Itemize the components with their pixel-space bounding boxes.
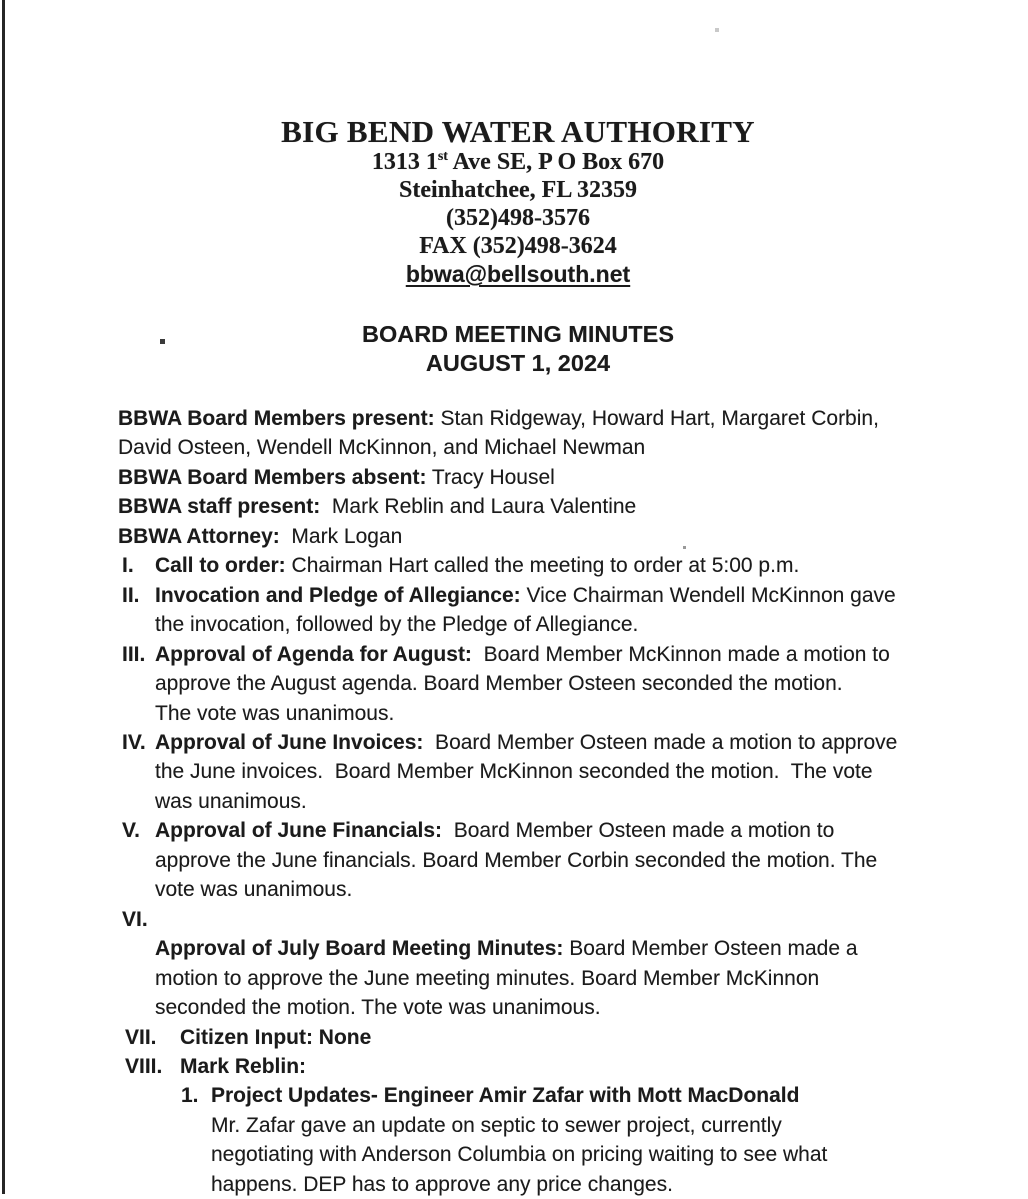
org-address-line2: Steinhatchee, FL 32359 — [399, 177, 637, 203]
address1-pre: 1313 1 — [371, 149, 438, 175]
attendance-members-present — [0, 404, 1028, 433]
attendance-attorney — [0, 522, 1028, 551]
org-address-line1 — [0, 148, 1028, 176]
agenda-item-citizen-input — [0, 1023, 1028, 1052]
org-email-link[interactable]: bbwa@bellsouth.net — [405, 261, 631, 287]
agenda-item-number: VII. — [125, 1025, 157, 1049]
agenda-item-label: Mark Reblin: — [180, 1054, 307, 1078]
agenda-item-label: Call to order: — [155, 554, 286, 578]
agenda-item-label: Approval of Agenda for August: — [155, 642, 472, 666]
agenda-continuation-line: was unanimous. — [155, 789, 307, 813]
attendance-label: BBWA staff present: — [118, 495, 321, 519]
agenda-item-text: Vice Chairman Wendell McKinnon gave — [520, 583, 896, 607]
agenda-item-mark-reblin — [0, 1052, 1028, 1081]
agenda-item-approval-july-minutes — [0, 934, 1028, 1022]
address1-post: Ave SE, P O Box 670 — [447, 149, 665, 175]
agenda-item-label: Approval of June Invoices: — [155, 730, 424, 754]
agenda-continuation-line: the invocation, followed by the Pledge of Allegiance. — [155, 613, 639, 637]
sub-item-heading: Project Updates- Engineer Amir Zafar with Mott MacDonald — [211, 1084, 800, 1108]
attendance-block — [0, 404, 1028, 551]
scan-speck — [715, 28, 719, 32]
agenda-item-approval-invoices — [0, 728, 1028, 816]
agenda-item-number: V. — [122, 819, 140, 843]
agenda-item-text: Chairman Hart called the meeting to order at 5:00 p.m. — [285, 554, 800, 578]
attendance-label: BBWA Board Members absent: — [118, 465, 427, 489]
sub-item-number: 1. — [181, 1084, 199, 1108]
org-name: BIG BEND WATER AUTHORITY — [281, 114, 755, 149]
agenda-continuation-line: seconded the motion. The vote was unanimous. — [155, 996, 601, 1020]
agenda-continuation-line: approve the June financials. Board Member Corbin seconded the motion. The — [155, 848, 878, 872]
agenda-item-text: Board Member McKinnon made a motion to — [471, 642, 890, 666]
org-phone: (352)498-3576 — [446, 205, 590, 231]
agenda-item-text: Board Member Osteen made a — [563, 937, 858, 961]
agenda-item-label: Approval of June Financials: — [155, 819, 443, 843]
letterhead — [0, 116, 1028, 288]
agenda-item-approval-financials — [0, 816, 1028, 904]
sub-item-text-line: negotiating with Anderson Columbia on pricing waiting to see what — [211, 1143, 828, 1167]
agenda-continuation-line: motion to approve the June meeting minutes. Board Member McKinnon — [155, 966, 820, 990]
sub-item-project-updates — [0, 1081, 1028, 1199]
agenda-item-number: VI. — [122, 907, 148, 931]
agenda-item-text: Board Member Osteen made a motion to approve — [423, 730, 898, 754]
attendance-members-absent — [0, 463, 1028, 492]
agenda-item-text: Board Member Osteen made a motion to — [442, 819, 835, 843]
agenda-item-number: III. — [122, 642, 146, 666]
agenda-item-invocation — [0, 581, 1028, 640]
agenda-item-approval-agenda — [0, 640, 1028, 728]
agenda-item-label: Invocation and Pledge of Allegiance: — [155, 583, 521, 607]
agenda-continuation-line: approve the August agenda. Board Member Osteen seconded the motion. — [155, 672, 843, 696]
agenda-item-label: Citizen Input: None — [180, 1025, 372, 1049]
agenda-continuation-line: The vote was unanimous. — [155, 701, 395, 725]
agenda-item-label: Approval of July Board Meeting Minutes: — [155, 937, 564, 961]
address1-superscript: st — [437, 149, 448, 164]
doc-body — [0, 404, 1028, 1199]
agenda-item-number: I. — [122, 554, 134, 578]
agenda-item-number: IV. — [122, 730, 146, 754]
agenda-item-number: II. — [122, 583, 140, 607]
agenda-item-vi-number-only — [0, 905, 1028, 934]
attendance-label: BBWA Board Members present: — [118, 407, 435, 430]
doc-title-line2: AUGUST 1, 2024 — [425, 350, 611, 376]
agenda-continuation-line: the June invoices. Board Member McKinnon seconded the motion. The vote — [155, 760, 873, 784]
attendance-text: Mark Logan — [279, 524, 403, 548]
agenda-item-call-to-order — [0, 551, 1028, 580]
attendance-staff-present — [0, 492, 1028, 521]
sub-item-text-line: happens. DEP has to approve any price changes. — [211, 1172, 673, 1196]
attendance-text: Tracy Housel — [426, 465, 555, 489]
attendance-label: BBWA Attorney: — [118, 524, 280, 548]
org-fax: FAX (352)498-3624 — [419, 233, 617, 259]
agenda-continuation-line: vote was unanimous. — [155, 878, 353, 902]
attendance-members-present-cont: David Osteen, Wendell McKinnon, and Michael Newman — [118, 436, 646, 460]
attendance-text: Stan Ridgeway, Howard Hart, Margaret Corbin, — [434, 407, 879, 430]
agenda-item-number: VIII. — [125, 1054, 163, 1078]
sub-item-text-line: Mr. Zafar gave an update on septic to sewer project, currently — [211, 1113, 782, 1137]
doc-title-line1: BOARD MEETING MINUTES — [361, 321, 675, 347]
doc-title — [0, 320, 1028, 378]
attendance-text: Mark Reblin and Laura Valentine — [320, 495, 637, 519]
